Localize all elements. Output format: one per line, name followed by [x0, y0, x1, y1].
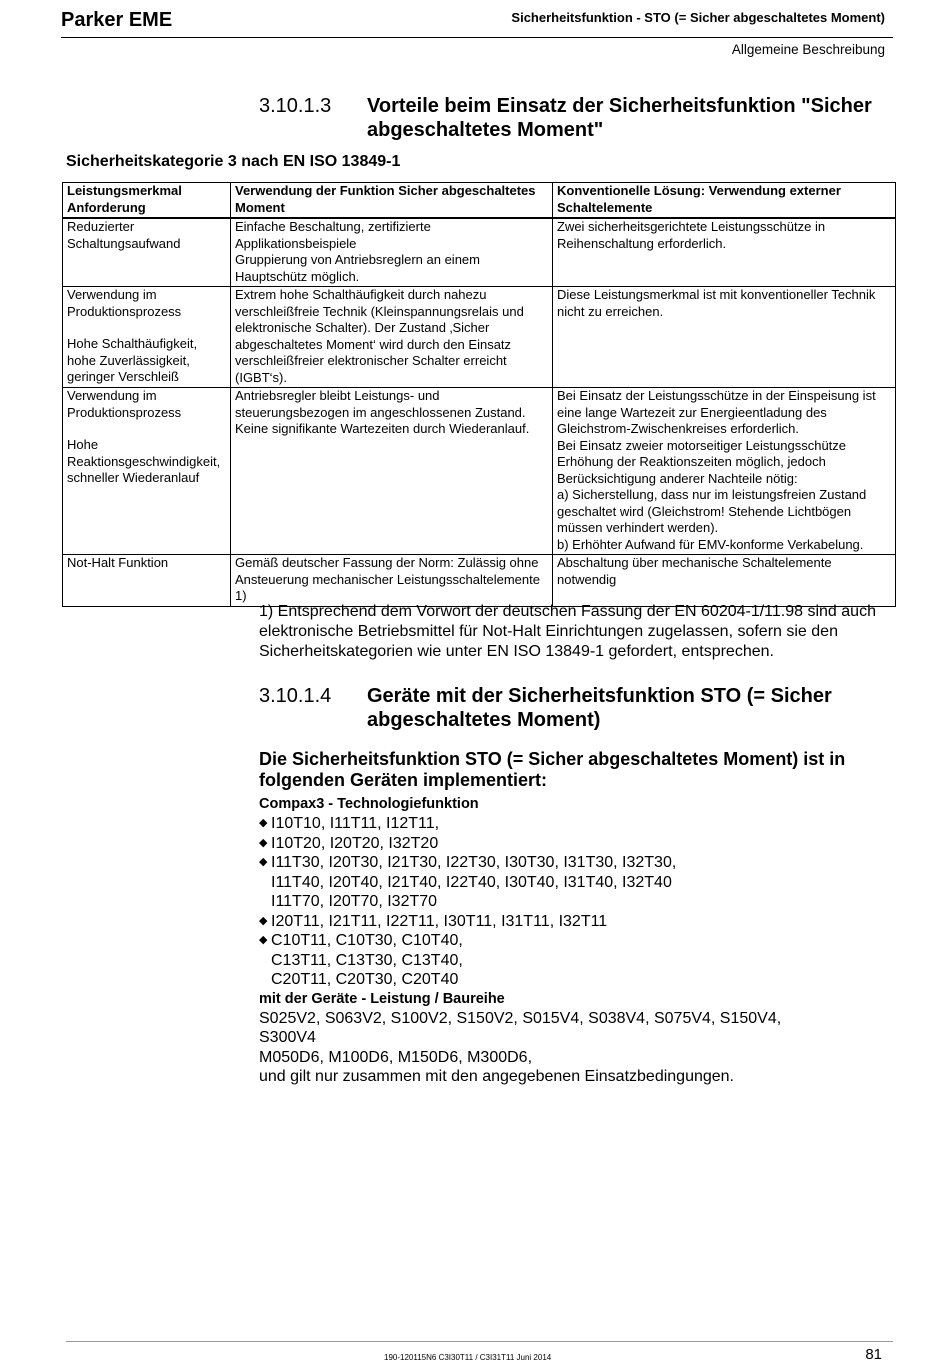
device-line: I11T70, I20T70, I32T70: [271, 893, 438, 910]
device-line: C10T11, C10T30, C10T40,: [271, 932, 463, 949]
section-heading-devices: [259, 684, 889, 732]
table-header-row: [63, 183, 896, 219]
cell-text: Diese Leistungsmerkmal ist mit konventioneller Technik nicht zu erreichen.: [557, 287, 876, 319]
cell-text: b) Erhöhter Aufwand für EMV-konforme Verkabelung.: [557, 536, 864, 552]
cell-text: Reduzierter Schaltungsaufwand: [67, 219, 181, 251]
device-line: I10T10, I11T11, I12T11,: [271, 815, 440, 832]
section-heading-advantages: [259, 94, 889, 142]
safety-category-title: Sicherheitskategorie 3 nach EN ISO 13849-1: [66, 153, 401, 170]
power-line: M050D6, M100D6, M150D6, M300D6,: [259, 1048, 533, 1066]
list-item: [259, 853, 899, 912]
table-cell: [231, 388, 553, 555]
power-line: S300V4: [259, 1029, 316, 1046]
device-line: I20T11, I21T11, I22T11, I30T11, I31T11, I32T11: [271, 912, 608, 930]
cell-text: Verwendung im Produktionsprozess: [67, 388, 182, 420]
cell-text: Bei Einsatz der Leistungsschütze in der Einspeisung ist eine lange Wartezeit zur Energieentladung des Gleichstrom-Zwischenkreises erforderlich.: [557, 388, 876, 436]
table-cell: [553, 218, 896, 287]
power-line: S025V2, S063V2, S100V2, S150V2, S015V4, S038V4, S075V4, S150V4,: [259, 1009, 782, 1027]
cell-text: Gruppierung von Antriebsreglern an einem Hauptschütz möglich.: [235, 252, 480, 284]
column-header: Konventionelle Lösung: Verwendung externer Schaltelemente: [553, 183, 896, 219]
cell-text: Zwei sicherheitsgerichtete Leistungsschütze in Reihenschaltung erforderlich.: [557, 219, 826, 251]
device-line: I10T20, I20T20, I32T20: [271, 834, 439, 852]
table-cell: [553, 287, 896, 388]
device-line: I11T40, I20T40, I21T40, I22T40, I30T40, I31T40, I32T40: [271, 873, 672, 891]
footer-doc-code: 190-120115N6 C3I30T11 / C3I31T11 Juni 2014: [384, 1353, 552, 1362]
cell-text: Hohe Schalthäufigkeit, hohe Zuverlässigkeit, geringer Verschleiß: [67, 336, 198, 384]
table-row: [63, 555, 896, 607]
cell-text: a) Sicherstellung, dass nur im leistungsfreien Zustand geschaltet wird (Gleichstrom! Stehende Lichtbögen müssen verhindert werden).: [557, 487, 867, 535]
list-item: [259, 814, 899, 834]
header-rule: [61, 37, 893, 38]
compax-title: Compax3 - Technologiefunktion: [259, 796, 479, 812]
diamond-bullet-icon: ◆: [259, 914, 268, 927]
table-row: [63, 218, 896, 287]
table-cell: [553, 388, 896, 555]
column-header: Verwendung der Funktion Sicher abgeschaltetes Moment: [231, 183, 553, 219]
table-cell: [63, 555, 231, 607]
table-row: [63, 287, 896, 388]
cell-text: Gemäß deutscher Fassung der Norm: Zulässig ohne Ansteuerung mechanischer Leistungsschaltelemente 1): [235, 555, 540, 603]
devices-block: [259, 749, 899, 1087]
section-number: 3.10.1.4: [259, 685, 332, 707]
cell-text: Antriebsregler bleibt Leistungs- und steuerungsbezogen im angeschlossenen Zustand.: [235, 388, 526, 420]
cell-text: Bei Einsatz zweier motorseitiger Leistungsschütze Erhöhung der Reaktionszeiten möglich, jedoch Berücksichtigung anderer Nachteile nötig:: [557, 437, 847, 486]
device-line: C13T11, C13T30, C13T40,: [271, 951, 463, 969]
footnote: 1) Entsprechend dem Vorwort der deutschen Fassung der EN 60204-1/11.98 sind auch elektronische Betriebsmittel für Not-Halt Einrichtungen zugelassen, sofern sie den Sicherheitskategorien wie unter EN ISO 13849-1 gefordert, entsprechen.: [259, 603, 876, 660]
page-number: 81: [865, 1346, 882, 1363]
table-cell: [63, 218, 231, 287]
power-line: und gilt nur zusammen mit den angegebenen Einsatzbedingungen.: [259, 1068, 734, 1085]
section-title: Geräte mit der Sicherheitsfunktion STO (= Sicher abgeschaltetes Moment): [367, 685, 832, 731]
power-title: mit der Geräte - Leistung / Baureihe: [259, 990, 505, 1007]
section-title: Vorteile beim Einsatz der Sicherheitsfunktion "Sicher abgeschaltetes Moment": [367, 95, 872, 141]
table-cell: [63, 287, 231, 388]
device-line: C20T11, C20T30, C20T40: [271, 971, 459, 988]
header-title: Sicherheitsfunktion - STO (= Sicher abgeschaltetes Moment): [511, 10, 885, 25]
list-item: [259, 912, 899, 932]
table-cell: [231, 287, 553, 388]
table-cell: [63, 388, 231, 555]
diamond-bullet-icon: ◆: [259, 934, 268, 946]
cell-text: Verwendung im Produktionsprozess: [67, 287, 182, 319]
diamond-bullet-icon: ◆: [259, 836, 268, 849]
cell-text: Keine signifikante Wartezeiten durch Wiederanlauf.: [235, 421, 530, 436]
comparison-table: [62, 182, 896, 607]
table-cell: [231, 555, 553, 607]
footer-rule: [66, 1341, 893, 1342]
table-cell: [553, 555, 896, 607]
table-row: [63, 388, 896, 555]
devices-lead: Die Sicherheitsfunktion STO (= Sicher abgeschaltetes Moment) ist in folgenden Geräten implementiert:: [259, 749, 846, 790]
cell-text: Extrem hohe Schalthäufigkeit durch nahezu verschleißfreie Technik (Kleinspannungsrelais und elektronische Schalter). Der Zustand ‚Sicher abgeschaltetes Moment‘ wird durch den Einsatz verschleißfreier elektronischer Schalter erreicht (IGBT‘s).: [235, 287, 524, 385]
list-item: [259, 931, 899, 990]
cell-text: Hohe Reaktionsgeschwindigkeit, schneller Wiederanlauf: [67, 437, 221, 485]
header-subtitle: Allgemeine Beschreibung: [731, 42, 885, 57]
table-cell: [231, 218, 553, 287]
device-line: I11T30, I20T30, I21T30, I22T30, I30T30, I31T30, I32T30,: [271, 854, 677, 871]
list-item: [259, 834, 899, 854]
diamond-bullet-icon: ◆: [259, 817, 268, 829]
column-header: Leistungsmerkmal Anforderung: [63, 183, 231, 219]
diamond-bullet-icon: ◆: [259, 856, 268, 868]
section-number: 3.10.1.3: [259, 95, 332, 117]
cell-text: Abschaltung über mechanische Schaltelemente notwendig: [557, 555, 832, 587]
cell-text: Not-Halt Funktion: [67, 555, 169, 570]
cell-text: Einfache Beschaltung, zertifizierte Applikationsbeispiele: [235, 219, 431, 251]
brand-logo: Parker EME: [61, 9, 173, 31]
